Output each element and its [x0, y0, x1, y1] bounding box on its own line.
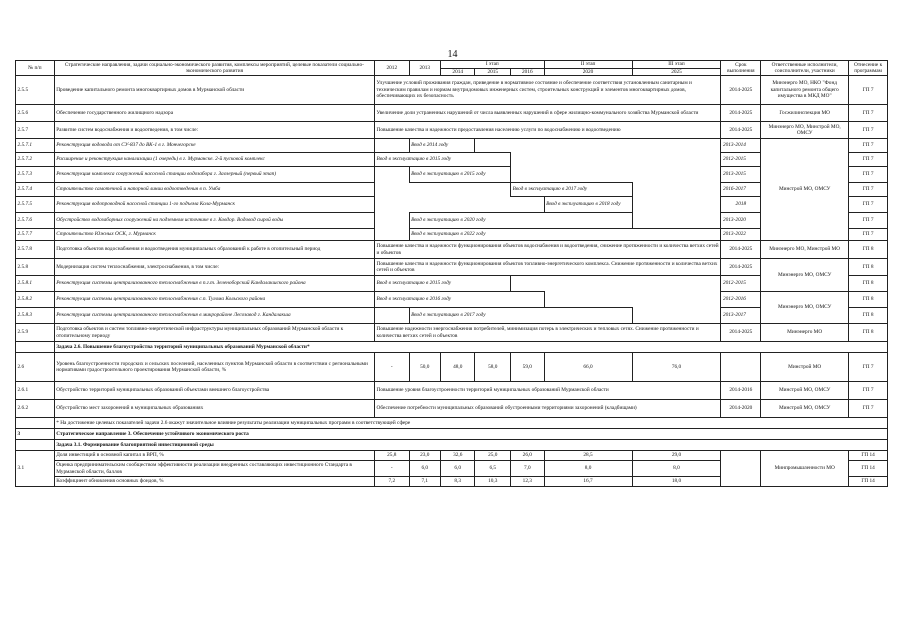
row-title: Модернизация систем теплоснабжения, электроснабжения, в том числе:: [54, 259, 374, 276]
footnote: * На достижение целевых показателей задачи 2.6 окажут значительное влияние результаты реализации муниципальных программ в соответствующей сфере: [54, 418, 887, 429]
table-row: [16, 241, 888, 259]
table-row: [16, 451, 888, 461]
row-executor: Минэнерго МО, Минстрой МО: [761, 241, 849, 259]
row-executor: Минэнерго МО: [761, 324, 849, 342]
row-term: 2014-2025: [721, 324, 761, 342]
row-term: 2012-2015: [721, 276, 761, 292]
row-num: 2.5.6: [16, 105, 55, 122]
task-title: Задача 3.1. Формирование благоприятной инвестиционной среды: [54, 440, 887, 451]
header-stage-1: I этап: [440, 61, 544, 69]
row-num: 3: [16, 429, 55, 440]
value-2012: -: [375, 353, 410, 382]
row-program: ГП 7: [849, 229, 888, 241]
row-executor: Минстрой МО, ОМСУ: [761, 382, 849, 400]
row-title: Реконструкция комплекса сооружений насосной станции водозабора г. Заозерный (первый этап): [54, 167, 374, 183]
table-row: [16, 324, 888, 342]
row-executor: Минэнерго МО, НКО "Фонд капитального ремонта общего имущества в МКД МО": [761, 76, 849, 105]
direction-title: Стратегическое направление 3. Обеспечение устойчивого экономического роста: [54, 429, 887, 440]
row-term: 2014-2020: [721, 400, 761, 418]
header-2012: 2012: [375, 61, 410, 76]
row-result: Улучшение условий проживания граждан, приведение в нормативное состояние и обеспечение соответствия установленным санитарным и техническим правилам и нормам внутридомовых инженерных систем, строительных конструкций и элементов многоквартирных домов, обеспечивающих их безопасность: [375, 76, 721, 105]
value-2013: 6,0: [409, 461, 440, 477]
row-program: ГП 7: [849, 382, 888, 400]
value-2025: 18,0: [632, 477, 721, 487]
row-title: Уровень благоустроенности городских и сельских поселений, населенных пунктов Мурманской области в соответствии с региональными нормативами градостроительного проектирования Мурманской области, %: [54, 353, 374, 382]
row-title: Подготовка объектов водоснабжения и водоотведения муниципальных образований к работе в отопительный период: [54, 241, 374, 259]
row-title: Обустройство территорий муниципальных образований объектами внешнего благоустройства: [54, 382, 374, 400]
row-term: 2018: [721, 197, 761, 213]
row-bar: Ввод в эксплуатацию в 2015 году: [375, 276, 511, 292]
row-num: 2.5.8: [16, 259, 55, 276]
row-num: 2.5.7.8: [16, 241, 55, 259]
row-program: ГП 7: [849, 197, 888, 213]
row-program: ГП 7: [849, 122, 888, 139]
header-title: Стратегические направления, задачи социально-экономического развития, комплексы мероприятий, целевые показатели социально-экономического развития: [54, 61, 374, 76]
row-term: 2013-2022: [721, 229, 761, 241]
row-num: 2.5.8.3: [16, 308, 55, 324]
header-2016: 2016: [511, 68, 545, 76]
table-row: [16, 183, 888, 197]
row-num: 2.5.7.2: [16, 153, 55, 167]
row-num: 2.5.8.1: [16, 276, 55, 292]
row-num: 2.5.5: [16, 76, 55, 105]
value-2025: 76,0: [632, 353, 721, 382]
row-term: 2014-2025: [721, 76, 761, 105]
row-program: ГП 14: [849, 451, 888, 461]
header-num: № п/п: [16, 61, 55, 76]
header-executors: Ответственные исполнители, соисполнители, участники: [761, 61, 849, 76]
row-title: Обеспечение государственного жилищного надзора: [54, 105, 374, 122]
row-num: 2.6.1: [16, 382, 55, 400]
row-result: Повышение качества и надежности предоставления населению услуги по водоснабжению и водоотведению: [375, 122, 721, 139]
table-row: [16, 105, 888, 122]
table-row: [16, 308, 888, 324]
row-num: 3.1: [16, 451, 55, 487]
row-program: ГП 7: [849, 76, 888, 105]
row-bar: Ввод в эксплуатацию в 2020 году: [409, 213, 632, 229]
table-row: [16, 167, 888, 183]
row-term: 2013-2015: [721, 167, 761, 183]
row-bar: Ввод в эксплуатацию в 2015 году: [409, 167, 511, 183]
value-2015: 25,0: [475, 451, 511, 461]
row-program: ГП 8: [849, 292, 888, 308]
header-programs: Отнесение к программам: [849, 61, 888, 76]
row-term: 2014-2025: [721, 122, 761, 139]
row-program: ГП 8: [849, 241, 888, 259]
row-result: Увеличение доли устраненных нарушений от числа выявленных нарушений в сфере жилищно-коммунального хозяйства Мурманской области: [375, 105, 721, 122]
row-term: 2013-2017: [721, 308, 761, 324]
row-program: ГП 7: [849, 213, 888, 229]
row-term: 2013-2014: [721, 139, 761, 153]
value-2015: 6,5: [475, 461, 511, 477]
table-row: [16, 76, 888, 105]
row-title: Строительство самотечной и напорной линии водоотведения в п. Умба: [54, 183, 374, 197]
table-row: [16, 292, 888, 308]
value-2012: 25,8: [375, 451, 410, 461]
row-result: Повышение надежности энергоснабжения потребителей, минимизация потерь в электрических и тепловых сетях. Снижение протяженности и количества ветхих сетей и объектов: [375, 324, 721, 342]
row-title: Коэффициент обновления основных фондов, %: [54, 477, 374, 487]
row-executor: Госжилинспекция МО: [761, 105, 849, 122]
row-result: Повышение качества и надежности функционирования объектов водоснабжения и водоотведения, снижение протяженности и количества ветхих сетей и объектов: [375, 241, 721, 259]
row-executor: Минэнерго МО, Минстрой МО, ОМСУ: [761, 122, 849, 139]
task-row: [16, 342, 888, 353]
table-row: [16, 229, 888, 241]
row-title: Оценка предпринимательским сообществом эффективности реализации внедренных составляющих инвестиционного Стандарта в Мурманской области, баллов: [54, 461, 374, 477]
row-title: Проведение капитального ремонта многоквартирных домов в Мурманской области: [54, 76, 374, 105]
row-term: 2014-2025: [721, 241, 761, 259]
direction-row: [16, 429, 888, 440]
row-bar: Ввод в 2014 году: [409, 139, 475, 153]
row-program: ГП 7: [849, 400, 888, 418]
row-num: 2.5.8.2: [16, 292, 55, 308]
table-row: [16, 139, 888, 153]
value-2016: 59,0: [511, 353, 545, 382]
row-executor: Минэнерго МО, ОМСУ: [761, 292, 849, 324]
value-2015: 58,0: [475, 353, 511, 382]
row-executor: Минстрой МО: [761, 353, 849, 382]
value-2013: 50,0: [409, 353, 440, 382]
row-term: 2012-2016: [721, 292, 761, 308]
row-num: 2.5.7.5: [16, 197, 55, 213]
table-row: [16, 213, 888, 229]
row-title: Реконструкция водопроводной насосной станции 1-го подъема Кола-Мурманск: [54, 197, 374, 213]
row-title: Строительство Южных ОСК, г. Мурманск: [54, 229, 374, 241]
row-title: Реконструкция водовода от СУ-837 до ВК-1 в г. Мончегорске: [54, 139, 374, 153]
value-2020: 16,7: [544, 477, 632, 487]
value-2020: 66,0: [544, 353, 632, 382]
table-row: [16, 153, 888, 167]
row-program: ГП 14: [849, 477, 888, 487]
table-row: [16, 353, 888, 382]
row-executor: Минстрой МО, ОМСУ: [761, 139, 849, 241]
row-bar: Ввод в эксплуатацию в 2017 году: [409, 308, 632, 324]
row-num: 2.5.7.6: [16, 213, 55, 229]
task-row: [16, 440, 888, 451]
row-num: 2.5.7.3: [16, 167, 55, 183]
value-2014: 32,6: [440, 451, 475, 461]
row-title: Развитие систем водоснабжения и водоотведения, в том числе:: [54, 122, 374, 139]
task-title: Задача 2.6. Повышение благоустройства территорий муниципальных образований Мурманской области*: [54, 342, 887, 353]
value-2025: 8,0: [632, 461, 721, 477]
value-2015: 10,3: [475, 477, 511, 487]
row-program: ГП 7: [849, 167, 888, 183]
row-term: 2016-2017: [721, 183, 761, 197]
header-2014: 2014: [440, 68, 475, 76]
header-2015: 2015: [475, 68, 511, 76]
row-program: ГП 8: [849, 308, 888, 324]
header-stage-3: III этап: [632, 61, 721, 69]
page-number: 14: [447, 49, 458, 60]
row-term: 2014-2025: [721, 259, 761, 276]
row-num: 2.5.7.7: [16, 229, 55, 241]
row-program: ГП 7: [849, 105, 888, 122]
row-bar: Ввод в эксплуатацию в 2016 году: [375, 292, 545, 308]
value-2014: 6,0: [440, 461, 475, 477]
value-2020: 8,0: [544, 461, 632, 477]
row-title: Реконструкция системы централизованного теплоснабжения в п.г.т. Зеленоборский Кандалакшского района: [54, 276, 374, 292]
value-2012: -: [375, 461, 410, 477]
row-bar: Ввод в эксплуатацию в 2018 году: [544, 197, 632, 213]
value-2016: 7,0: [511, 461, 545, 477]
row-title: Обустройство водозаборных сооружений на подземном источнике в г. Ковдор. Водовод сырой воды: [54, 213, 374, 229]
row-num: 2.5.7.4: [16, 183, 55, 197]
row-executor: Минэнерго МО, ОМСУ: [761, 259, 849, 292]
row-term: 2013-2020: [721, 213, 761, 229]
row-num: 2.5.9: [16, 324, 55, 342]
row-title: Доля инвестиций в основной капитал в ВРП, %: [54, 451, 374, 461]
header-stage-2: II этап: [544, 61, 632, 69]
table-row: [16, 122, 888, 139]
value-2014: 8,3: [440, 477, 475, 487]
row-num: 2.5.7.1: [16, 139, 55, 153]
header-2013: 2013: [409, 61, 440, 76]
row-title: Реконструкция системы централизованного теплоснабжения с.п. Тулома Кольского района: [54, 292, 374, 308]
header-term: Срок выполнения: [721, 61, 761, 76]
value-2016: 26,0: [511, 451, 545, 461]
row-program: ГП 7: [849, 139, 888, 153]
row-term: 2014-2016: [721, 382, 761, 400]
row-program: ГП 8: [849, 276, 888, 292]
row-num: 2.6: [16, 353, 55, 382]
strategy-table: [15, 60, 888, 487]
row-bar: Ввод в эксплуатацию в 2015 году: [375, 153, 511, 167]
row-program: ГП 7: [849, 353, 888, 382]
header-row: [16, 61, 888, 69]
value-2014: 48,0: [440, 353, 475, 382]
row-bar: Ввод в эксплуатацию в 2022 году: [409, 229, 721, 241]
row-result: Повышение уровня благоустроенности территорий муниципальных образований Мурманской области: [375, 382, 721, 400]
row-title: Обустройство мест захоронений в муниципальных образованиях: [54, 400, 374, 418]
table-row: [16, 276, 888, 292]
table-row: [16, 259, 888, 276]
row-program: ГП 8: [849, 324, 888, 342]
value-2020: 28,5: [544, 451, 632, 461]
row-result: Повышение качества и надежности функционирования объектов топливно-энергетического комплекса. Снижение протяженности и количества ветхих сетей и объектов: [375, 259, 721, 276]
row-program: ГП 7: [849, 183, 888, 197]
value-2013: 23,0: [409, 451, 440, 461]
value-2012: 7,2: [375, 477, 410, 487]
row-num: 2.5.7: [16, 122, 55, 139]
row-result: Обеспечение потребности муниципальных образований обустроенными территориями захоронений (кладбищами): [375, 400, 721, 418]
row-program: ГП 14: [849, 461, 888, 477]
row-title: Подготовка объектов и систем топливно-энергетической инфраструктуры муниципальных образований Мурманской области к отопительному периоду: [54, 324, 374, 342]
row-term: 2012-2015: [721, 153, 761, 167]
row-bar: Ввод в эксплуатацию в 2017 году: [511, 183, 632, 197]
value-2016: 12,3: [511, 477, 545, 487]
row-executor: Минстрой МО, ОМСУ: [761, 400, 849, 418]
row-program: ГП 8: [849, 259, 888, 276]
row-term: 2014-2025: [721, 105, 761, 122]
note-row: [16, 418, 888, 429]
table-row: [16, 400, 888, 418]
header-2020: 2020: [544, 68, 632, 76]
row-program: ГП 7: [849, 153, 888, 167]
row-num: 2.6.2: [16, 400, 55, 418]
table-row: [16, 382, 888, 400]
table-row: [16, 197, 888, 213]
row-executor: Минпромышленности МО: [761, 451, 849, 487]
value-2013: 7,1: [409, 477, 440, 487]
header-2025: 2025: [632, 68, 721, 76]
value-2025: 29,0: [632, 451, 721, 461]
row-title: Реконструкция системы централизованного теплоснабжения в микрорайоне Лесозавод г. Кандалакша: [54, 308, 374, 324]
row-title: Расширение и реконструкция канализации (1 очередь) в г. Мурманске. 2-й пусковой комплекс: [54, 153, 374, 167]
